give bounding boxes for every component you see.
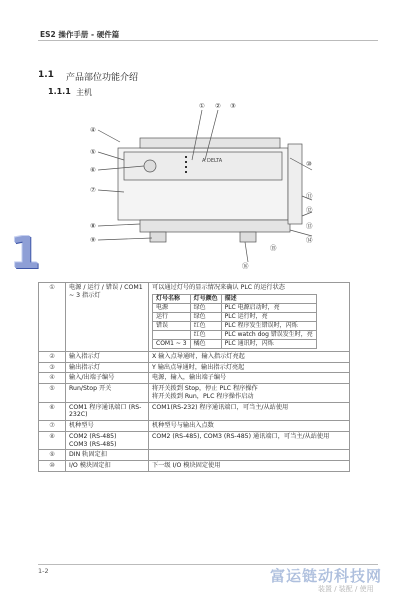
callout-4: ④: [90, 126, 96, 134]
part-description: COM2 (RS-485), COM3 (RS-485) 通讯端口，可当主/从站使用: [149, 431, 350, 450]
callout-11: ⑪: [306, 192, 313, 200]
subsection-number: 1.1.1: [48, 87, 71, 96]
row-number: ③: [39, 362, 66, 373]
table-row: [39, 351, 350, 362]
part-name: 输入指示灯: [66, 351, 149, 362]
document-header: ES2 操作手册 - 硬件篇: [40, 30, 120, 39]
part-name: I/O 模块固定扣: [66, 461, 149, 472]
led-header-row: 灯号名称 灯号颜色 描述: [153, 294, 317, 303]
part-description: 下一级 I/O 模块固定使用: [149, 461, 350, 472]
table-row: [39, 402, 350, 421]
row-number: ⑧: [39, 431, 66, 450]
led-table: [152, 294, 317, 349]
part-description: 可以通过灯号的显示情况来确认 PLC 的运行状态 灯号名称 灯号颜色 描述 电源 绿色 PLC 电源启动时，亮 运行 绿色 PLC 运行时，亮 错误 红色 PLC 程序发生错误时，闪烁 红色 PLC watch dog 错误发生时，亮 COM1 ~ 3 橘色 PLC 通讯时，闪烁: [149, 283, 350, 352]
part-name: DIN 轨固定扣: [66, 450, 149, 461]
callout-12: ⑫: [306, 206, 313, 214]
parts-function-table: [38, 282, 350, 472]
table-row: [39, 421, 350, 432]
watermark-subtitle: 装置 / 装配 / 使用: [318, 585, 374, 593]
led-row: 运行 绿色 PLC 运行时，亮: [153, 312, 317, 321]
row-number: ⑥: [39, 402, 66, 421]
callout-9: ⑨: [90, 236, 96, 244]
part-name: 输入/出端子编号: [66, 373, 149, 384]
part-name: COM1 程序通讯端口 (RS-232C): [66, 402, 149, 421]
callout-10: ⑩: [306, 160, 312, 168]
led-row: 错误 红色 PLC 程序发生错误时，闪烁: [153, 321, 317, 330]
section-title: 产品部位功能介绍: [66, 73, 139, 83]
part-name: 电源 / 运行 / 错误 / COM1 ~ 3 指示灯: [66, 283, 149, 352]
brand-logo: A DELTA: [202, 158, 223, 164]
table-row: [39, 450, 350, 461]
row-number: ⑨: [39, 450, 66, 461]
callout-5: ⑤: [90, 148, 96, 156]
header-rule: [38, 40, 378, 41]
part-description: X 输入点导通时，输入指示灯亮起: [149, 351, 350, 362]
led-row: COM1 ~ 3 橘色 PLC 通讯时，闪烁: [153, 339, 317, 348]
subsection-title: 主机: [76, 88, 92, 97]
part-description: 将开关拨到 Stop，停止 PLC 程序操作 将开关拨到 Run，PLC 程序操作启动: [149, 384, 350, 403]
row-number: ⑩: [39, 461, 66, 472]
callout-14: ⑭: [306, 236, 313, 244]
part-description: 机种型号与输出入点数: [149, 421, 350, 432]
callout-6: ⑥: [90, 166, 96, 174]
callout-16: ⑯: [242, 262, 249, 270]
part-name: Run/Stop 开关: [66, 384, 149, 403]
row-number: ⑤: [39, 384, 66, 403]
section-number: 1.1: [38, 70, 54, 80]
row-number: ②: [39, 351, 66, 362]
part-name: COM2 (RS-485) COM3 (RS-485): [66, 431, 149, 450]
led-row: 电源 绿色 PLC 电源启动时，亮: [153, 303, 317, 312]
callout-13: ⑬: [306, 222, 313, 230]
table-row: [39, 461, 350, 472]
led-row: 红色 PLC watch dog 错误发生时，亮: [153, 330, 317, 339]
part-description: Y 输出点导通时，输出指示灯亮起: [149, 362, 350, 373]
row-number: ④: [39, 373, 66, 384]
chapter-side-mark: 1: [10, 228, 41, 279]
row-number: ⑦: [39, 421, 66, 432]
table-row: [39, 373, 350, 384]
part-description: [149, 450, 350, 461]
part-description: COM1(RS-232) 程序通讯端口，可当主/从站使用: [149, 402, 350, 421]
watermark: 富运链动科技网: [270, 567, 383, 585]
part-description: 电源，输入，输出端子编号: [149, 373, 350, 384]
row-number: ①: [39, 283, 66, 352]
callout-15: ⑮: [270, 244, 277, 252]
part-name: 机种型号: [66, 421, 149, 432]
callout-8: ⑧: [90, 222, 96, 230]
callout-1: ①: [199, 102, 205, 110]
table-row: [39, 431, 350, 450]
callout-2: ②: [215, 102, 221, 110]
table-row: [39, 384, 350, 403]
page-number: 1-2: [38, 567, 49, 575]
table-row: [39, 283, 350, 352]
part-name: 输出指示灯: [66, 362, 149, 373]
plc-diagram: [80, 100, 320, 270]
table-row: [39, 362, 350, 373]
callout-7: ⑦: [90, 186, 96, 194]
callout-3: ③: [230, 102, 236, 110]
